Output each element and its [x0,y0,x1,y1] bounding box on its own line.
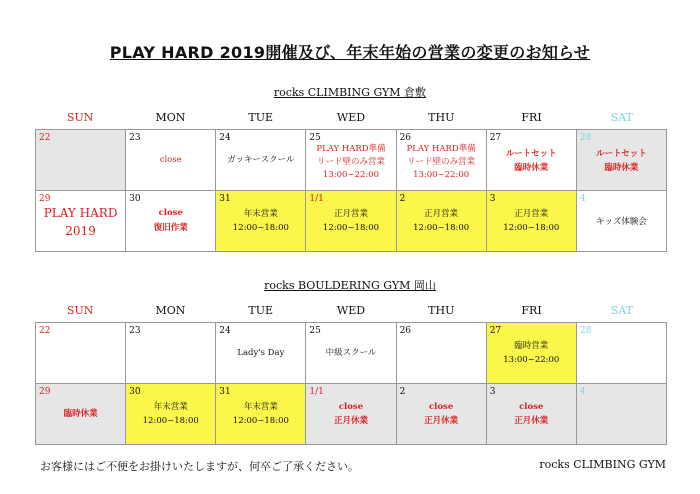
day-number: 30 [129,387,141,397]
day-number: 24 [219,326,231,336]
day-cell [306,323,396,384]
weekday-wed: WED [336,111,366,124]
event-text: 臨時営業 [514,341,549,351]
calendar2 [35,300,667,445]
weekday-sun: SUN [66,304,94,317]
event-text: 正月営業 [424,209,459,219]
weekday-sat: SAT [610,111,633,124]
event-text: リード壁のみ営業 [407,157,476,167]
event-text: 正月営業 [514,209,549,219]
event-text: PLAY HARD準備 [316,144,386,154]
calendar1-gym-title: rocks CLIMBING GYM 倉敷 [273,86,427,99]
event-text: 復旧作業 [153,223,188,233]
calendar-week-row [36,130,667,191]
footer-note: お客様にはご不便をお掛けいたしますが、何卒ご了承ください。 [40,460,359,473]
calendar-week-row [36,323,667,384]
event-text: ルートセット [596,149,647,159]
day-number: 2 [399,387,406,397]
day-number: 1/1 [309,387,324,397]
event-text: 12:00~18:00 [232,416,289,426]
calendar1-weekday-header [35,107,667,129]
event-text: 12:00~18:00 [232,223,289,233]
weekday-tue: TUE [248,111,274,124]
event-text: ルートセット [505,149,557,159]
event-text: 13:00~22:00 [322,170,380,180]
event-text: ガッキースクール [227,155,295,165]
event-text: Lady's Day [237,348,285,358]
event-text: 12:00~18:00 [322,223,380,233]
day-number: 4 [579,194,586,204]
calendar2-weekday-header [35,300,667,322]
day-number: 27 [489,133,502,143]
day-cell [306,130,396,191]
weekday-mon: MON [155,304,186,317]
day-number: 29 [39,194,51,204]
day-cell [126,384,216,445]
day-cell [486,323,576,384]
day-cell [36,130,126,191]
calendar2-grid [35,322,667,445]
day-number: 3 [489,194,496,204]
day-cell [396,384,486,445]
footer-gym-name: rocks CLIMBING GYM [539,458,666,471]
day-cell [486,384,576,445]
day-number: 25 [309,326,321,336]
event-text: 正月営業 [333,209,368,219]
day-cell [486,191,576,252]
day-cell [216,384,306,445]
day-cell [36,384,126,445]
calendar2-gym-title: rocks BOULDERING GYM 岡山 [264,279,436,292]
event-text: 臨時休業 [604,163,639,173]
day-number: 31 [219,387,231,397]
event-text: リード壁のみ営業 [316,157,385,167]
day-number: 25 [309,133,321,143]
event-text: 年末営業 [153,402,188,412]
day-number: 29 [39,387,51,397]
day-cell [126,323,216,384]
weekday-wed: WED [336,304,366,317]
event-text: close [158,208,183,218]
event-text: close [428,402,454,412]
day-number: 26 [399,133,412,143]
weekday-tue: TUE [248,304,274,317]
day-cell [306,384,396,445]
day-cell [576,130,666,191]
event-text: 13:00~22:00 [413,170,470,180]
day-number: 1/1 [309,194,324,204]
day-cell [396,191,486,252]
day-cell [216,323,306,384]
event-text: 12:00~18:00 [503,223,560,233]
day-number: 24 [219,133,231,143]
event-text: キッズ体験会 [596,217,647,227]
calendar1-grid [35,129,667,252]
day-cell [396,130,486,191]
day-number: 31 [219,194,231,204]
day-number: 3 [489,387,496,397]
weekday-sat: SAT [610,304,633,317]
page-title: PLAY HARD 2019開催及び、年末年始の営業の変更のお知らせ [109,43,591,62]
event-text: close [519,402,544,412]
event-text: close [338,402,364,412]
event-text: 12:00~18:00 [142,416,199,426]
day-number: 28 [579,133,592,143]
weekday-thu: THU [428,111,455,124]
day-cell [126,130,216,191]
day-number: 28 [579,326,592,336]
event-text: 年末営業 [243,402,278,412]
calendar1 [35,107,667,252]
event-text: 13:00~22:00 [503,355,560,365]
event-text: 2019 [65,224,96,238]
event-text: 正月休業 [424,416,459,426]
day-cell [576,323,666,384]
event-text: 臨時休業 [63,409,98,419]
event-text: close [159,155,182,165]
day-number: 23 [129,133,141,143]
day-number: 23 [129,326,141,336]
day-number: 2 [399,194,406,204]
weekday-sun: SUN [66,111,94,124]
event-text: 正月休業 [514,416,549,426]
event-text: 12:00~18:00 [413,223,470,233]
event-text: PLAY HARD [43,206,118,220]
day-cell [36,323,126,384]
weekday-thu: THU [428,304,455,317]
day-number: 22 [39,133,51,143]
event-text: 年末営業 [243,209,278,219]
event-text: 正月休業 [333,416,368,426]
day-cell [216,191,306,252]
day-number: 30 [129,194,141,204]
calendar-week-row [36,384,667,445]
day-cell [306,191,396,252]
day-cell [576,384,666,445]
day-cell [576,191,666,252]
calendar-week-row [36,191,667,252]
event-text: 臨時休業 [514,163,549,173]
day-number: 4 [579,387,586,397]
weekday-fri: FRI [521,111,542,124]
weekday-mon: MON [155,111,186,124]
weekday-fri: FRI [521,304,542,317]
day-cell [216,130,306,191]
day-cell [36,191,126,252]
day-cell [486,130,576,191]
event-text: PLAY HARD準備 [406,144,476,154]
event-text: 中級スクール [325,348,377,358]
day-number: 22 [39,326,51,336]
day-number: 27 [489,326,502,336]
day-number: 26 [399,326,412,336]
day-cell [126,191,216,252]
day-cell [396,323,486,384]
